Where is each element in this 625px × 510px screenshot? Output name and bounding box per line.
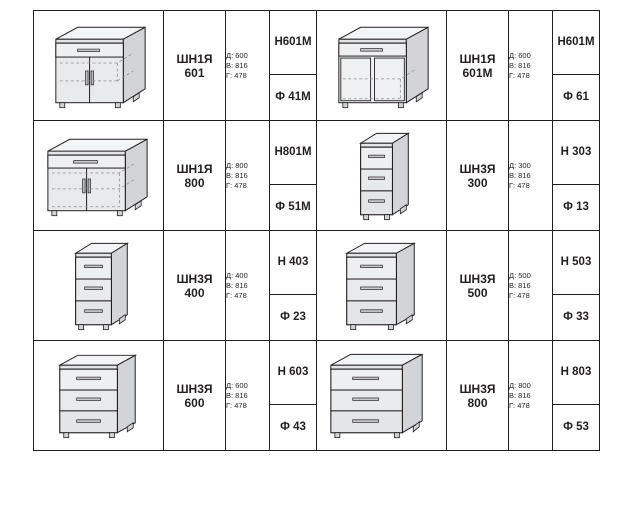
- name-top-line-1: Н 403: [277, 256, 309, 269]
- name-top: [270, 341, 316, 405]
- name-top: [270, 11, 316, 75]
- dimension-height: В: 816: [226, 280, 248, 290]
- code-line-2: 800: [467, 395, 488, 410]
- code-line-2: 600: [184, 395, 205, 410]
- code-line-1: ШН3Я: [459, 381, 496, 396]
- product-image-cell: [34, 11, 164, 121]
- product-name-cell: [270, 341, 317, 451]
- product-name-cell: [270, 231, 317, 341]
- product-name-cell: [553, 341, 600, 451]
- cabinet-3drawer-medium-icon: [317, 231, 446, 340]
- name-top-line-1: Н: [274, 36, 283, 49]
- product-image-cell: [317, 231, 447, 341]
- product-dimensions-cell: [226, 11, 270, 121]
- name-bottom: Ф 51М: [275, 201, 311, 214]
- code-line-1: ШН1Я: [459, 51, 496, 66]
- dimension-width: Г: 478: [509, 400, 530, 410]
- product-dimensions-cell: [509, 341, 553, 451]
- furniture-catalog-table: [33, 10, 600, 451]
- product-code-cell: [447, 11, 509, 121]
- name-top-line-2: 601М: [282, 36, 312, 49]
- product-name-cell: [553, 11, 600, 121]
- code-line-1: ШН3Я: [459, 271, 496, 286]
- dimension-depth: Д: 600: [226, 50, 248, 60]
- name-top-line-1: Н 503: [560, 256, 592, 269]
- product-image-cell: [34, 121, 164, 231]
- name-top-line-2: 601М: [565, 36, 595, 49]
- code-line-2: 500: [467, 285, 488, 300]
- product-code-cell: [164, 341, 226, 451]
- name-bottom: Ф 61: [563, 91, 589, 104]
- dimension-height: В: 816: [509, 280, 531, 290]
- name-top: [553, 121, 599, 185]
- catalog-sheet: [0, 10, 625, 510]
- code-line-1: ШН1Я: [176, 51, 213, 66]
- product-image-cell: [317, 121, 447, 231]
- dimension-width: Г: 478: [226, 180, 247, 190]
- dimension-width: Г: 478: [509, 70, 530, 80]
- code-line-1: ШН1Я: [176, 161, 213, 176]
- dimension-depth: Д: 400: [226, 270, 248, 280]
- name-top-line-2: 801М: [282, 146, 312, 159]
- code-line-1: ШН3Я: [176, 381, 213, 396]
- cabinet-3drawer-narrow-icon: [317, 121, 446, 230]
- name-top-line-1: Н: [274, 146, 283, 159]
- name-top: [553, 11, 599, 75]
- cabinet-3drawer-narrow-icon: [34, 231, 163, 340]
- cabinet-2door-1drawer-icon: [34, 11, 163, 120]
- product-dimensions-cell: [509, 231, 553, 341]
- name-bottom: Ф 33: [563, 311, 589, 324]
- product-code-cell: [447, 121, 509, 231]
- dimension-width: Г: 478: [226, 290, 247, 300]
- code-line-2: 601М: [462, 65, 493, 80]
- product-code-cell: [164, 121, 226, 231]
- product-code-cell: [447, 341, 509, 451]
- name-top: [553, 341, 599, 405]
- dimension-depth: Д: 500: [509, 270, 531, 280]
- name-top-line-1: Н 803: [560, 366, 592, 379]
- dimension-depth: Д: 800: [226, 160, 248, 170]
- product-code-cell: [447, 231, 509, 341]
- dimension-width: Г: 478: [226, 70, 247, 80]
- dimension-height: В: 816: [509, 60, 531, 70]
- cabinet-3drawer-widest-icon: [317, 341, 446, 450]
- name-top-line-1: Н: [557, 36, 566, 49]
- dimension-depth: Д: 600: [226, 380, 248, 390]
- name-bottom: Ф 41М: [275, 91, 311, 104]
- product-code-cell: [164, 231, 226, 341]
- name-top: [270, 121, 316, 185]
- name-top: [270, 231, 316, 295]
- product-dimensions-cell: [509, 11, 553, 121]
- product-dimensions-cell: [226, 341, 270, 451]
- dimension-height: В: 816: [226, 60, 248, 70]
- name-bottom: Ф 43: [280, 421, 306, 434]
- dimension-width: Г: 478: [509, 290, 530, 300]
- product-name-cell: [270, 11, 317, 121]
- name-top: [553, 231, 599, 295]
- dimension-depth: Д: 300: [509, 160, 531, 170]
- table-row: [34, 11, 600, 121]
- cabinet-2door-wide-icon: [34, 121, 163, 230]
- dimension-height: В: 816: [226, 170, 248, 180]
- dimension-depth: Д: 600: [509, 50, 531, 60]
- name-bottom: Ф 53: [563, 421, 589, 434]
- code-line-2: 400: [184, 285, 205, 300]
- product-dimensions-cell: [226, 231, 270, 341]
- product-name-cell: [553, 231, 600, 341]
- code-line-2: 800: [184, 175, 205, 190]
- product-name-cell: [270, 121, 317, 231]
- cabinet-3drawer-wide-icon: [34, 341, 163, 450]
- dimension-width: Г: 478: [226, 400, 247, 410]
- dimension-height: В: 816: [226, 390, 248, 400]
- code-line-2: 300: [467, 175, 488, 190]
- product-name-cell: [553, 121, 600, 231]
- cabinet-glass-1drawer-icon: [317, 11, 446, 120]
- dimension-height: В: 816: [509, 390, 531, 400]
- name-bottom: Ф 23: [280, 311, 306, 324]
- product-image-cell: [317, 341, 447, 451]
- dimension-height: В: 816: [509, 170, 531, 180]
- product-image-cell: [317, 11, 447, 121]
- name-bottom: Ф 13: [563, 201, 589, 214]
- product-image-cell: [34, 341, 164, 451]
- dimension-depth: Д: 800: [509, 380, 531, 390]
- product-dimensions-cell: [226, 121, 270, 231]
- dimension-width: Г: 478: [509, 180, 530, 190]
- code-line-2: 601: [184, 65, 205, 80]
- product-dimensions-cell: [509, 121, 553, 231]
- table-row: [34, 231, 600, 341]
- name-top-line-1: Н 303: [560, 146, 592, 159]
- code-line-1: ШН3Я: [459, 161, 496, 176]
- name-top-line-1: Н 603: [277, 366, 309, 379]
- table-row: [34, 341, 600, 451]
- product-image-cell: [34, 231, 164, 341]
- table-row: [34, 121, 600, 231]
- code-line-1: ШН3Я: [176, 271, 213, 286]
- product-code-cell: [164, 11, 226, 121]
